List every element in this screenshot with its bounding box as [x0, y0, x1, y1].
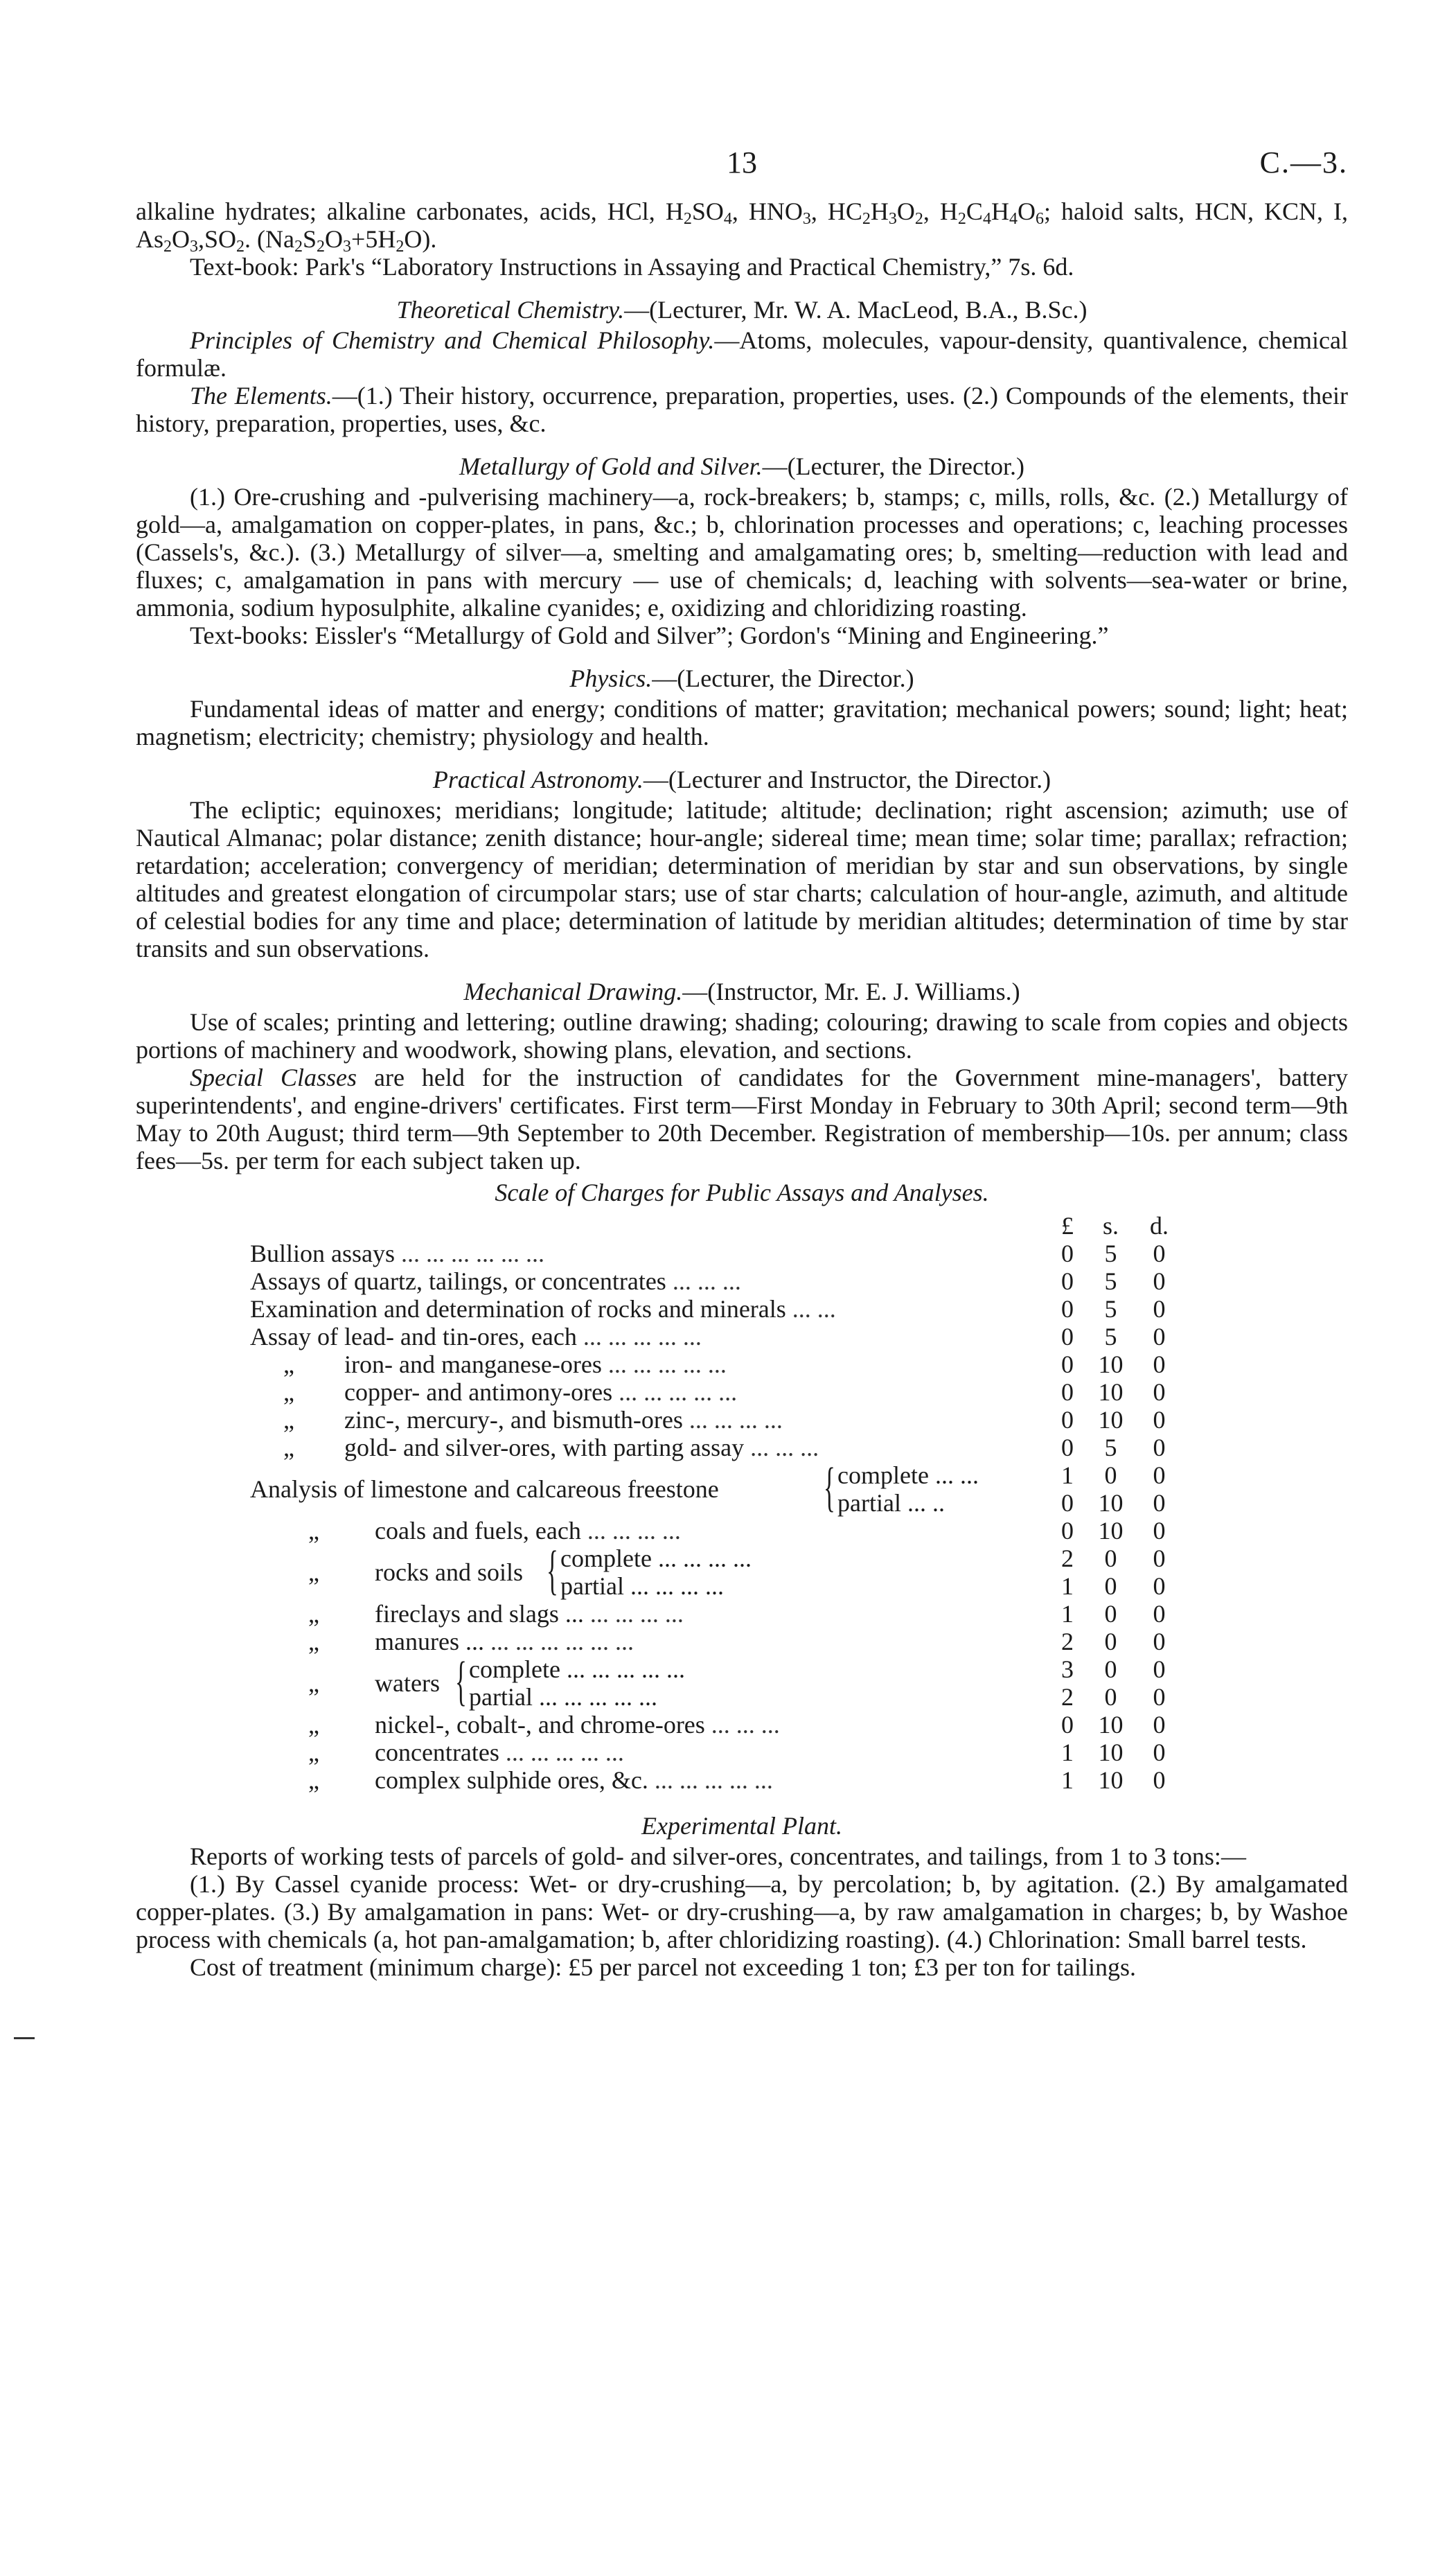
row-pounds: 1 [1061, 1766, 1074, 1794]
plant-cost: Cost of treatment (minimum charge): £5 per parcel not exceeding 1 ton; £3 per ton for tailings. [190, 1953, 1136, 1981]
row-leaders: ... ... [928, 1461, 979, 1489]
row-pounds: 3 [1061, 1655, 1074, 1683]
row-shillings: 10 [1098, 1766, 1124, 1794]
row-pounds: 0 [1061, 1711, 1074, 1739]
row-label: manures ... [375, 1628, 484, 1655]
row-label: nickel-, cobalt-, and chrome-ores [375, 1711, 705, 1739]
pounds-header: £ [1061, 1212, 1074, 1240]
row-leaders: ... ... ... ... ... [532, 1683, 657, 1711]
page-number: 13 [727, 146, 757, 179]
ditto-mark: „ [283, 1434, 294, 1461]
row-shillings: 5 [1104, 1434, 1117, 1461]
row-pence: 0 [1153, 1461, 1166, 1489]
row-leaders: ... ... ... ... [580, 1517, 681, 1544]
ditto-mark: „ [283, 1350, 294, 1378]
ditto-mark: „ [308, 1669, 319, 1697]
theoretical-heading [136, 296, 1348, 324]
table-row [250, 1766, 1251, 1794]
ditto-mark: „ [283, 1378, 294, 1406]
charges-table [250, 1212, 1251, 1794]
row-label: copper- and antimony-ores [344, 1378, 613, 1406]
ditto-mark: „ [283, 1406, 294, 1434]
row-leaders: ... ... ... [744, 1434, 819, 1461]
row-leaders: ... .. [900, 1489, 945, 1517]
physics-heading [136, 664, 1348, 692]
theoretical-title: Theoretical Chemistry. [396, 296, 625, 324]
row-pounds: 0 [1061, 1378, 1074, 1406]
variant-label: complete [469, 1655, 560, 1683]
row-pence: 0 [1153, 1544, 1166, 1572]
row-pounds: 0 [1061, 1434, 1074, 1461]
row-leaders: ... ... ... ... ... [576, 1323, 702, 1350]
document-page [136, 146, 1349, 1981]
table-row [250, 1267, 1251, 1295]
table-row [250, 1378, 1251, 1406]
metallurgy-text: (1.) Ore-crushing and -pulverising machinery—a, rock-breakers; b, stamps; c, mills, rolls, &c. (2.) Metallurgy of gold—a, amalgamation on copper-plates, in pans, &c.; b, chlorination processes and operations; c, leaching processes (Cassels's, &c.). (3.) Metallurgy of silver—a, smelting and amalgamating ores; b, smelting—reduction with lead and fluxes; c, amalgamation in pans with mercury — use of chemicals; d, leaching with solvents—sea-water or brine, ammonia, sodium hyposulphite, alkaline cyanides; e, oxidizing and chloridizing roasting. [136, 483, 1348, 622]
page-header [136, 146, 1348, 197]
row-shillings: 0 [1104, 1683, 1117, 1711]
row-leaders: ... ... ... ... [651, 1544, 752, 1572]
row-leaders: ... ... ... ... [623, 1572, 724, 1600]
table-row [250, 1739, 1251, 1766]
rocks-brace: { [547, 1540, 558, 1600]
row-pence: 0 [1153, 1572, 1166, 1600]
row-pence: 0 [1153, 1406, 1166, 1434]
metallurgy-heading [136, 452, 1348, 480]
row-label: Assays of quartz, tailings, or concentrates [250, 1267, 666, 1295]
row-pence: 0 [1153, 1434, 1166, 1461]
row-leaders: ... ... ... ... ... [560, 1655, 685, 1683]
row-shillings: 10 [1098, 1711, 1124, 1739]
row-pence: 0 [1153, 1489, 1166, 1517]
table-row [250, 1711, 1251, 1739]
shillings-header: s. [1102, 1212, 1119, 1240]
plant-heading: Experimental Plant. [641, 1812, 842, 1840]
astronomy-heading [136, 766, 1348, 793]
row-leaders: ... ... ... ... ... [648, 1766, 773, 1794]
row-shillings: 5 [1104, 1240, 1117, 1267]
variant-label: complete [837, 1461, 929, 1489]
margin-mark [14, 2037, 35, 2039]
ditto-mark: „ [308, 1517, 319, 1544]
limestone-complete [837, 1461, 979, 1489]
astronomy-text: The ecliptic; equinoxes; meridians; longitude; latitude; altitude; declination; right ascension; azimuth; use of Nautical Almanac; polar distance; zenith distance; hour-angle; sidereal time; mean time; solar time; parallax; refraction; retardation; acceleration; convergency of meridian; determination of meridian by star and sun observations, by single altitudes and greatest elongation of circumpolar stars; use of star charts; calculation of hour-angle, azimuth, and altitude of celestial bodies for any time and place; determination of latitude by meridian altitudes; determination of time by star transits and sun observations. [136, 796, 1348, 962]
row-pence: 0 [1153, 1295, 1166, 1323]
astronomy-lecturer: —(Lecturer and Instructor, the Director.) [643, 766, 1051, 793]
row-label: zinc-, mercury-, and bismuth-ores [344, 1406, 683, 1434]
row-pence: 0 [1153, 1628, 1166, 1655]
row-pounds: 0 [1061, 1323, 1074, 1350]
document-id: C.—3. [1259, 146, 1348, 179]
row-label: complex sulphide ores, &c. [375, 1766, 648, 1794]
rocks-label: rocks and soils [375, 1558, 523, 1586]
row-label: Examination and determination of rocks and minerals [250, 1295, 786, 1323]
row-pounds: 0 [1061, 1267, 1074, 1295]
row-shillings: 10 [1098, 1489, 1124, 1517]
row-shillings: 0 [1104, 1600, 1117, 1628]
row-pounds: 1 [1061, 1572, 1074, 1600]
row-pounds: 0 [1061, 1406, 1074, 1434]
rocks-partial [560, 1572, 724, 1600]
row-shillings: 0 [1104, 1544, 1117, 1572]
currency-header [1050, 1212, 1251, 1240]
rocks-group [250, 1540, 1251, 1600]
table-row [250, 1350, 1251, 1378]
row-pounds: 0 [1061, 1240, 1074, 1267]
variant-label: partial [560, 1572, 624, 1600]
waters-brace: { [455, 1651, 467, 1711]
row-pence: 0 [1153, 1711, 1166, 1739]
row-shillings: 5 [1104, 1323, 1117, 1350]
row-shillings: 10 [1098, 1739, 1124, 1766]
row-label: coals and fuels, each [375, 1517, 581, 1544]
ditto-mark: „ [308, 1628, 319, 1655]
variant-label: complete [560, 1544, 652, 1572]
row-leaders: ... ... ... ... ... [601, 1350, 727, 1378]
special-classes-text: are held for the instruction of candidates for the Government mine-managers', battery superintendents', and engine-drivers' certificates. First term—First Monday in February to 30th April; second term—9th May to 20th August; third term—9th September to 20th December. Registration of membership—10s. per annum; class fees—5s. per term for each subject taken up. [136, 1064, 1348, 1174]
row-pence: 0 [1153, 1517, 1166, 1544]
physics-lecturer: —(Lecturer, the Director.) [652, 664, 914, 692]
physics-title: Physics. [569, 664, 652, 692]
rocks-complete [560, 1544, 752, 1572]
row-shillings: 10 [1098, 1517, 1124, 1544]
row-shillings: 0 [1104, 1628, 1117, 1655]
row-pence: 0 [1153, 1766, 1166, 1794]
variant-label: partial [469, 1683, 533, 1711]
row-pence: 0 [1153, 1378, 1166, 1406]
metallurgy-title: Metallurgy of Gold and Silver. [459, 452, 763, 480]
principles-text: —Atoms, molecules, vapour-density, quantivalence, chemical formulæ. [136, 326, 1348, 382]
drawing-text: Use of scales; printing and lettering; outline drawing; shading; colouring; drawing to scale from copies and objects portions of machinery and woodwork, showing plans, elevation, and sections. [136, 1008, 1348, 1064]
ditto-mark: „ [308, 1558, 319, 1586]
ditto-mark: „ [308, 1739, 319, 1766]
row-pence: 0 [1153, 1267, 1166, 1295]
ditto-mark: „ [308, 1600, 319, 1628]
charges-heading: Scale of Charges for Public Assays and Analyses. [495, 1179, 989, 1206]
plant-intro: Reports of working tests of parcels of gold- and silver-ores, concentrates, and tailings, from 1 to 3 tons:— [190, 1842, 1246, 1870]
table-row [250, 1295, 1251, 1323]
intro-textbook: Text-book: Park's “Laboratory Instructions in Assaying and Practical Chemistry,” 7s. 6d. [190, 253, 1074, 281]
row-shillings: 10 [1098, 1350, 1124, 1378]
table-row [250, 1517, 1251, 1544]
theoretical-lecturer: —(Lecturer, Mr. W. A. MacLeod, B.A., B.Sc.) [624, 296, 1087, 324]
waters-group [250, 1651, 1251, 1711]
row-leaders: ... ... ... ... ... [499, 1739, 624, 1766]
elements-text: —(1.) Their history, occurrence, preparation, properties, uses. (2.) Compounds of the elements, their history, preparation, properties, uses, &c. [136, 382, 1348, 437]
row-pence: 0 [1153, 1683, 1166, 1711]
row-pounds: 0 [1061, 1350, 1074, 1378]
row-shillings: 0 [1104, 1572, 1117, 1600]
table-row [250, 1434, 1251, 1461]
row-label: concentrates [375, 1739, 499, 1766]
elements-label: The Elements. [190, 382, 332, 410]
principles-label: Principles of Chemistry and Chemical Philosophy. [190, 326, 715, 354]
row-pounds: 2 [1061, 1683, 1074, 1711]
principles-paragraph [136, 326, 1348, 382]
row-leaders: ... ... ... ... [583, 1600, 684, 1628]
variant-label: partial [837, 1489, 901, 1517]
metallurgy-lecturer: —(Lecturer, the Director.) [762, 452, 1024, 480]
row-label: fireclays and slags ... [375, 1600, 584, 1628]
metallurgy-textbooks: Text-books: Eissler's “Metallurgy of Gold and Silver”; Gordon's “Mining and Engineering.” [190, 622, 1109, 649]
ditto-mark: „ [308, 1766, 319, 1794]
drawing-heading [136, 978, 1348, 1005]
row-label: Bullion assays [250, 1240, 396, 1267]
row-pence: 0 [1153, 1600, 1166, 1628]
row-leaders: ... ... ... ... [682, 1406, 783, 1434]
drawing-lecturer: —(Instructor, Mr. E. J. Williams.) [682, 978, 1020, 1005]
row-pounds: 0 [1061, 1489, 1074, 1517]
waters-partial [469, 1683, 657, 1711]
plant-text: (1.) By Cassel cyanide process: Wet- or dry-crushing—a, by percolation; b, by agitation. (2.) By amalgamated copper-plates. (3.) By amalgamation in pans: Wet- or dry-crushing—a, by raw amalgamation in charges; b, by Washoe process with chemicals (a, hot pan-amalgamation; b, after chloridizing roasting). (4.) Chlorination: Small barrel tests. [136, 1870, 1348, 1953]
special-classes-paragraph [136, 1064, 1348, 1174]
physics-text: Fundamental ideas of matter and energy; conditions of matter; gravitation; mechanical powers; sound; light; heat; magnetism; electricity; chemistry; physiology and health. [136, 695, 1348, 750]
row-leaders: ... ... [785, 1295, 836, 1323]
ditto-mark: „ [308, 1711, 319, 1739]
elements-paragraph [136, 382, 1348, 437]
row-pence: 0 [1153, 1739, 1166, 1766]
row-label: Assay of lead- and tin-ores, each [250, 1323, 577, 1350]
limestone-brace: { [824, 1456, 835, 1517]
special-classes-label: Special Classes [190, 1064, 357, 1091]
row-pounds: 2 [1061, 1544, 1074, 1572]
row-pounds: 2 [1061, 1628, 1074, 1655]
table-row [250, 1323, 1251, 1350]
row-pence: 0 [1153, 1350, 1166, 1378]
row-pence: 0 [1153, 1655, 1166, 1683]
row-shillings: 5 [1104, 1295, 1117, 1323]
row-label: iron- and manganese-ores [344, 1350, 602, 1378]
table-row [250, 1628, 1251, 1655]
drawing-title: Mechanical Drawing. [463, 978, 683, 1005]
row-leaders: ... ... ... ... ... ... [395, 1240, 545, 1267]
intro-reagents: alkaline hydrates; alkaline carbonates, acids, HCl, $H_2SO_4$, $HNO_3$, $HC_2H_3O_2$, $H_2C_4H_4O_6$; haloid salts, HCN, KCN, I, $As_2O_3,SO_2$. $(Na_2S_2O_3+5H_2O)$. [136, 197, 1349, 256]
limestone-group [250, 1456, 1251, 1517]
table-row [250, 1406, 1251, 1434]
row-leaders: ... ... ... [666, 1267, 741, 1295]
waters-label: waters [375, 1669, 440, 1697]
row-pounds: 0 [1061, 1295, 1074, 1323]
row-shillings: 10 [1098, 1378, 1124, 1406]
table-row [250, 1600, 1251, 1628]
row-shillings: 10 [1098, 1406, 1124, 1434]
waters-complete [469, 1655, 685, 1683]
limestone-partial [837, 1489, 945, 1517]
row-pounds: 1 [1061, 1739, 1074, 1766]
row-pounds: 1 [1061, 1600, 1074, 1628]
table-row [250, 1240, 1251, 1267]
limestone-label: Analysis of limestone and calcareous freestone [250, 1475, 719, 1503]
row-leaders: ... ... ... ... ... ... [483, 1628, 634, 1655]
row-leaders: ... ... ... ... ... [612, 1378, 738, 1406]
row-pounds: 1 [1061, 1461, 1074, 1489]
row-leaders: ... ... ... [704, 1711, 780, 1739]
row-pounds: 0 [1061, 1517, 1074, 1544]
row-shillings: 0 [1104, 1655, 1117, 1683]
row-shillings: 5 [1104, 1267, 1117, 1295]
row-pence: 0 [1153, 1240, 1166, 1267]
row-pence: 0 [1153, 1323, 1166, 1350]
pence-header: d. [1150, 1212, 1169, 1240]
astronomy-title: Practical Astronomy. [432, 766, 643, 793]
row-label: gold- and silver-ores, with parting assay [344, 1434, 745, 1461]
row-shillings: 0 [1104, 1461, 1117, 1489]
